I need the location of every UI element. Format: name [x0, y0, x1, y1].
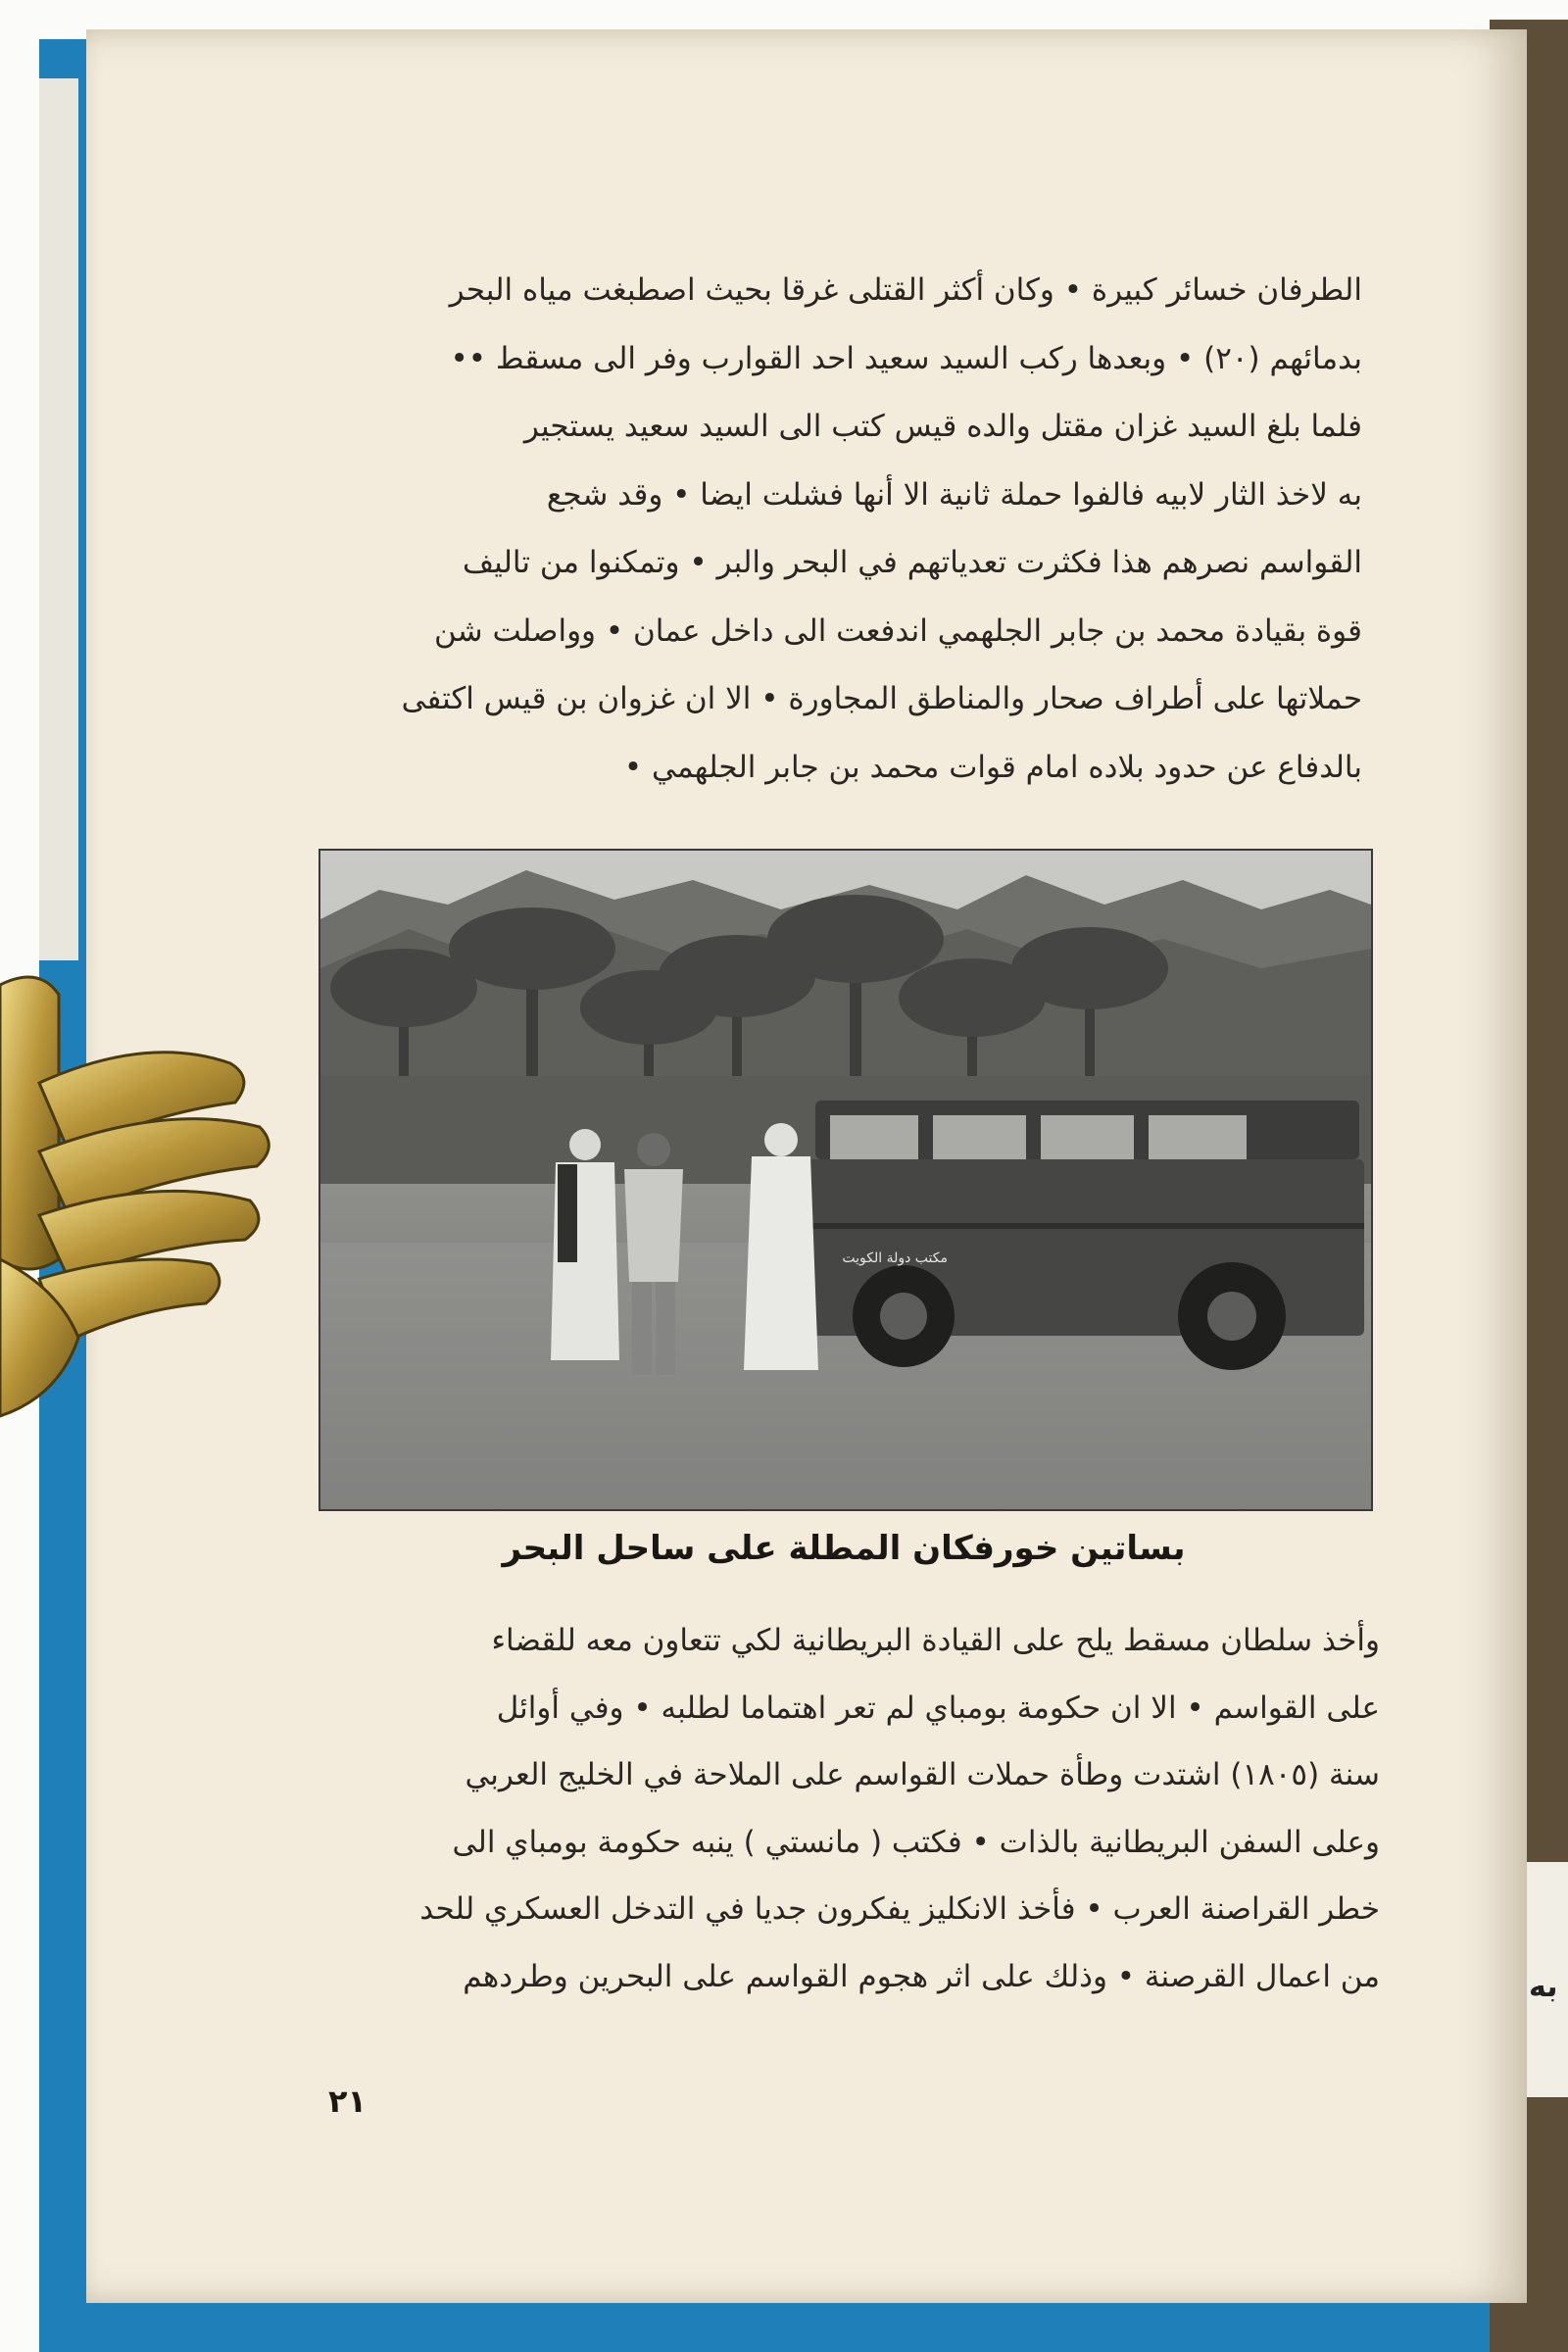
- text-line: القواسم نصرهم هذا فكثرت تعدياتهم في البحر والبر • وتمكنوا من تاليف: [463, 545, 1362, 580]
- text-line: سنة (١٨٠٥) اشتدت وطأة حملات القواسم على الملاحة في الخليج العربي: [465, 1757, 1380, 1792]
- paragraph-bottom: [326, 1607, 1380, 2010]
- text-line: به لاخذ الثار لابيه فالفوا حملة ثانية الا أنها فشلت ايضا • وقد شجع: [546, 476, 1362, 513]
- text-line: الطرفان خسائر كبيرة • وكان أكثر القتلى غرقا بحيث اصطبغت مياه البحر: [449, 272, 1362, 308]
- text-line: خطر القراصنة العرب • فأخذ الانكليز يفكرون جديا في التدخل العسكري للحد: [419, 1891, 1380, 1927]
- vehicle-door-text: مكتب دولة الكويت: [842, 1250, 948, 1266]
- paragraph-top: [309, 257, 1362, 802]
- text-line: فلما بلغ السيد غزان مقتل والده قيس كتب الى السيد سعيد يستجير: [523, 409, 1362, 444]
- text-line: قوة بقيادة محمد بن جابر الجلهمي اندفعت الى داخل عمان • وواصلت شن: [434, 612, 1362, 649]
- photo-illustration: [320, 851, 1371, 1509]
- text-line: وأخذ سلطان مسقط يلح على القيادة البريطانية لكي تتعاون معه للقضاء: [491, 1623, 1380, 1658]
- photo-caption: بساتين خورفكان المطلة على ساحل البحر: [502, 1529, 1186, 1568]
- brass-clip: [0, 965, 279, 1426]
- text-line: وعلى السفن البريطانية بالذات • فكتب ( مانستي ) ينبه حكومة بومباي الى: [452, 1824, 1380, 1860]
- photograph: [318, 849, 1373, 1511]
- text-line: على القواسم • الا ان حكومة بومباي لم تعر اهتماما لطلبه • وفي أوائل: [496, 1690, 1380, 1726]
- cover-worn-edge: [39, 78, 78, 960]
- text-line: بالدفاع عن حدود بلاده امام قوات محمد بن جابر الجلهمي •: [623, 749, 1362, 785]
- text-line: حملاتها على أطراف صحار والمناطق المجاورة • الا ان غزوان بن قيس اكتفى: [401, 681, 1362, 716]
- next-page-text: به: [1529, 1970, 1558, 2004]
- text-line: بدمائهم (٢٠) • وبعدها ركب السيد سعيد احد القوارب وفر الى مسقط ••: [450, 340, 1362, 376]
- text-line: من اعمال القرصنة • وذلك على اثر هجوم القواسم على البحرين وطردهم: [463, 1958, 1380, 1994]
- page-number: ٢١: [328, 2082, 368, 2120]
